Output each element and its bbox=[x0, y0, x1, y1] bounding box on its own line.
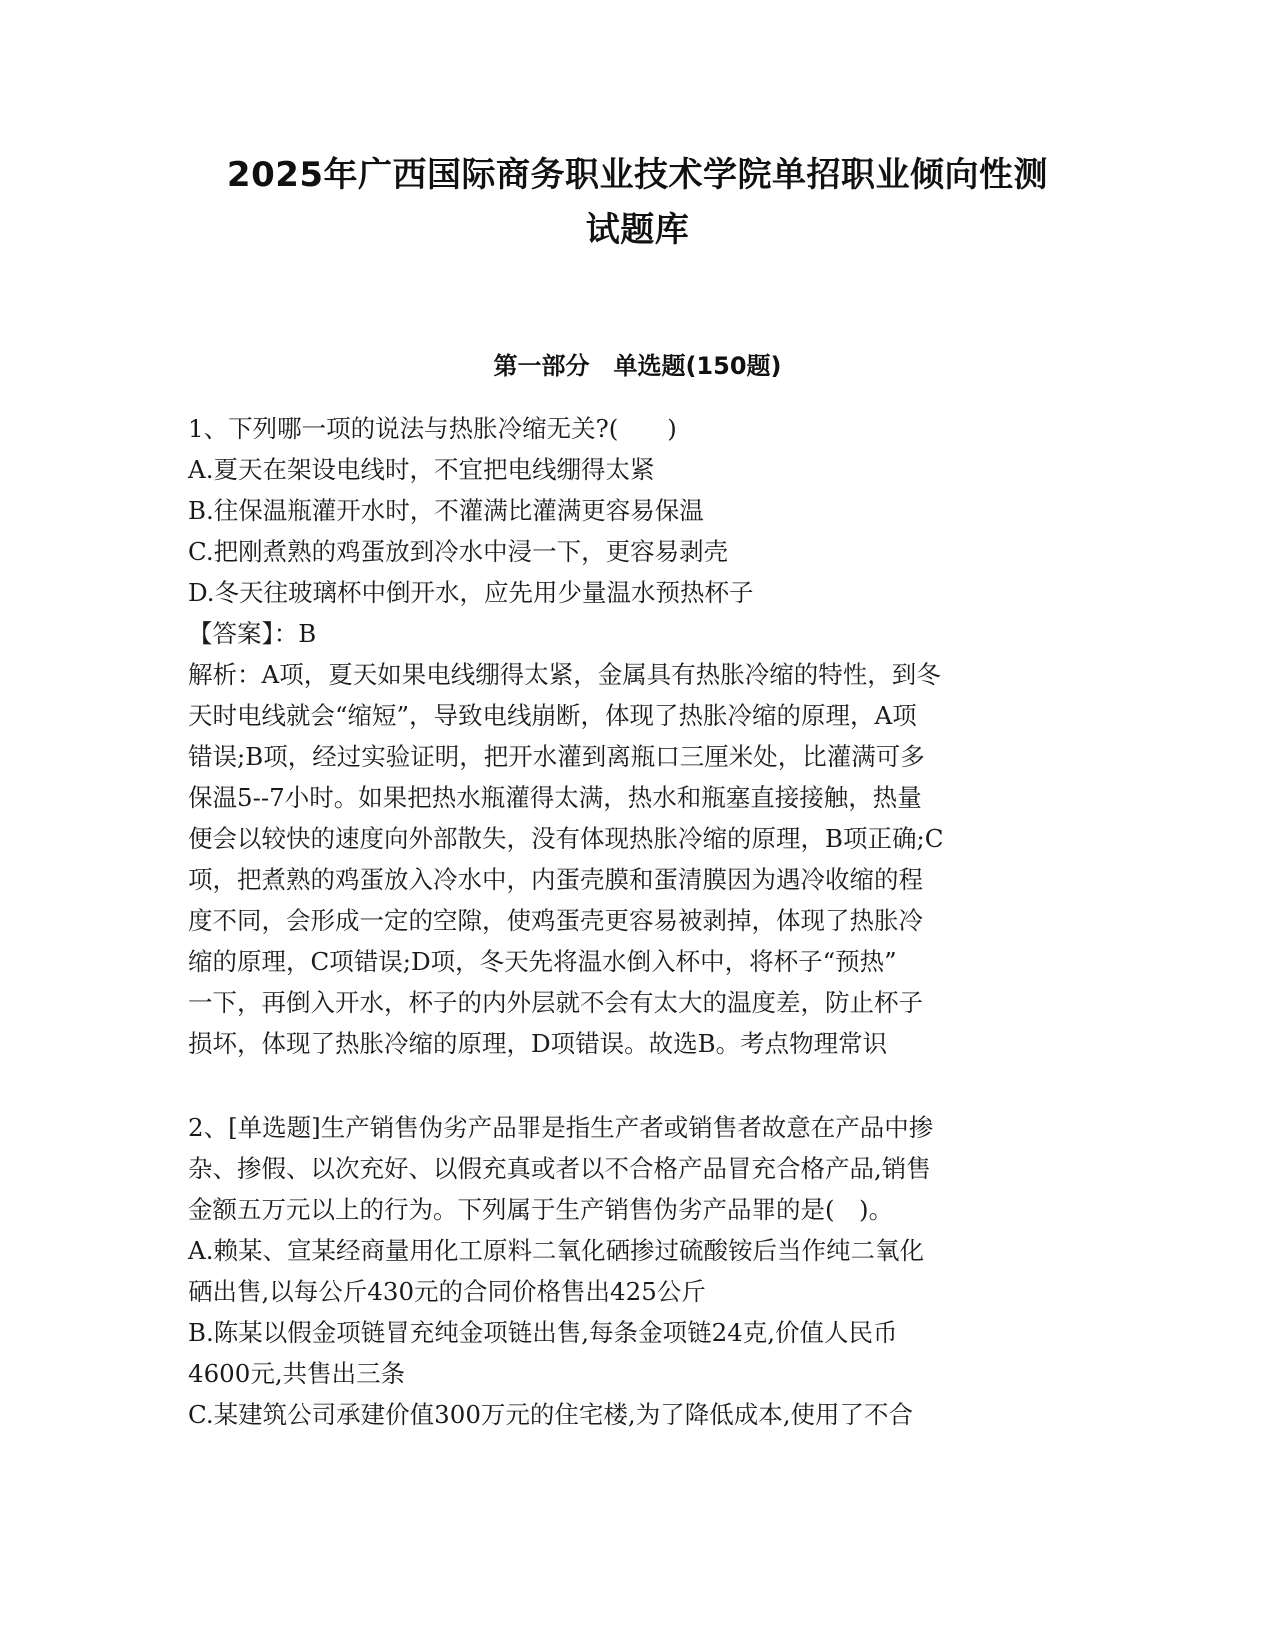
question-1-explanation-line: 保温5--7小时。如果把热水瓶灌得太满，热水和瓶塞直接接触，热量 bbox=[188, 783, 922, 812]
question-2-stem-line: 2、[单选题]生产销售伪劣产品罪是指生产者或销售者故意在产品中掺 bbox=[188, 1113, 934, 1142]
question-1-explanation-line: 度不同，会形成一定的空隙，使鸡蛋壳更容易被剥掉，体现了热胀冷 bbox=[188, 906, 923, 935]
question-1-option-b: B.往保温瓶灌开水时，不灌满比灌满更容易保温 bbox=[188, 496, 704, 525]
question-1-explanation-line: 错误;B项，经过实验证明，把开水灌到离瓶口三厘米处，比灌满可多 bbox=[188, 742, 925, 771]
question-1-explanation-line: 损坏，体现了热胀冷缩的原理，D项错误。故选B。考点物理常识 bbox=[188, 1029, 888, 1058]
question-2-option-a: A.赖某、宣某经商量用化工原料二氧化硒掺过硫酸铵后当作纯二氧化 bbox=[188, 1236, 924, 1265]
question-1-option-c: C.把刚煮熟的鸡蛋放到冷水中浸一下，更容易剥壳 bbox=[188, 537, 729, 566]
title-line-2: 试题库 bbox=[585, 210, 690, 250]
question-1-explanation-line: 缩的原理，C项错误;D项，冬天先将温水倒入杯中，将杯子“预热” bbox=[188, 947, 897, 976]
question-1-explanation-line: 一下，再倒入开水，杯子的内外层就不会有太大的温度差，防止杯子 bbox=[188, 988, 923, 1017]
question-1-block bbox=[188, 408, 1083, 1064]
question-2-stem-line: 杂、掺假、以次充好、以假充真或者以不合格产品冒充合格产品,销售 bbox=[188, 1154, 931, 1183]
question-2-option-b-cont: 4600元,共售出三条 bbox=[188, 1359, 406, 1388]
question-1-option-d: D.冬天往玻璃杯中倒开水，应先用少量温水预热杯子 bbox=[188, 578, 754, 607]
question-2-stem-line: 金额五万元以上的行为。下列属于生产销售伪劣产品罪的是( )。 bbox=[188, 1195, 894, 1224]
question-2-option-a-cont: 硒出售,以每公斤430元的合同价格售出425公斤 bbox=[188, 1277, 706, 1306]
question-2-option-c: C.某建筑公司承建价值300万元的住宅楼,为了降低成本,使用了不合 bbox=[188, 1400, 913, 1429]
question-1-explanation-line: 解析：A项，夏天如果电线绷得太紧，金属具有热胀冷缩的特性，到冬 bbox=[188, 660, 941, 689]
question-1-stem: 1、下列哪一项的说法与热胀冷缩无关?( ) bbox=[188, 414, 677, 443]
question-1-explanation-line: 便会以较快的速度向外部散失，没有体现热胀冷缩的原理，B项正确;C bbox=[188, 824, 944, 853]
question-1-option-a: A.夏天在架设电线时，不宜把电线绷得太紧 bbox=[188, 455, 655, 484]
document-title bbox=[140, 148, 1135, 258]
question-1-explanation-line: 项，把煮熟的鸡蛋放入冷水中，内蛋壳膜和蛋清膜因为遇冷收缩的程 bbox=[188, 865, 923, 894]
section-heading: 第一部分 单选题(150题) bbox=[493, 352, 782, 380]
question-1-explanation-line: 天时电线就会“缩短”，导致电线崩断，体现了热胀冷缩的原理，A项 bbox=[188, 701, 917, 730]
title-line-1: 2025年广西国际商务职业技术学院单招职业倾向性测 bbox=[226, 155, 1049, 195]
question-2-block bbox=[188, 1107, 1083, 1435]
question-1-answer: 【答案】：B bbox=[188, 619, 317, 648]
question-2-option-b: B.陈某以假金项链冒充纯金项链出售,每条金项链24克,价值人民币 bbox=[188, 1318, 898, 1347]
